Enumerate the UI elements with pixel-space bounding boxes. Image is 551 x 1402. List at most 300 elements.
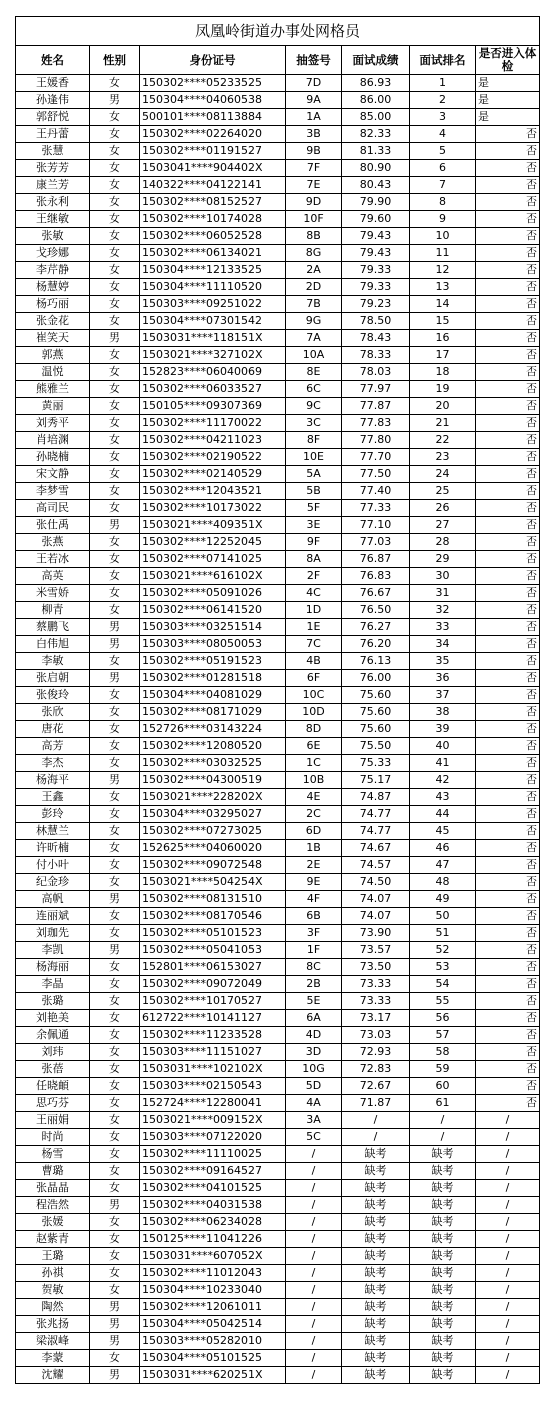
score-cell: 79.33	[342, 262, 410, 279]
rank-cell: 23	[410, 449, 476, 466]
gender-cell: 男	[90, 1197, 140, 1214]
id-number-cell: 150302****10170527	[140, 993, 286, 1010]
score-cell: 74.87	[342, 789, 410, 806]
gender-cell: 女	[90, 993, 140, 1010]
id-number-cell: 1503021****327102X	[140, 347, 286, 364]
medical-exam-cell: 否	[476, 483, 540, 500]
draw-number-cell: /	[286, 1248, 342, 1265]
gender-cell: 男	[90, 1299, 140, 1316]
id-number-cell: 152726****03143224	[140, 721, 286, 738]
medical-exam-cell: /	[476, 1350, 540, 1367]
medical-exam-cell: 否	[476, 585, 540, 602]
table-row	[16, 415, 540, 432]
score-cell: 80.90	[342, 160, 410, 177]
medical-exam-cell: 否	[476, 993, 540, 1010]
table-row	[16, 925, 540, 942]
id-number-cell: 1503021****409351X	[140, 517, 286, 534]
gender-cell: 男	[90, 1367, 140, 1384]
rank-cell: 15	[410, 313, 476, 330]
table-row	[16, 347, 540, 364]
score-cell: 缺考	[342, 1248, 410, 1265]
gender-cell: 女	[90, 1282, 140, 1299]
draw-number-cell: /	[286, 1163, 342, 1180]
rank-cell: 20	[410, 398, 476, 415]
gender-cell: 女	[90, 1044, 140, 1061]
rank-cell: 6	[410, 160, 476, 177]
gender-cell: 女	[90, 789, 140, 806]
medical-exam-cell: 否	[476, 806, 540, 823]
medical-exam-cell: 否	[476, 976, 540, 993]
id-number-cell: 150304****04081029	[140, 687, 286, 704]
medical-exam-cell: 否	[476, 942, 540, 959]
score-cell: 76.20	[342, 636, 410, 653]
gender-cell: 女	[90, 1078, 140, 1095]
rank-cell: 48	[410, 874, 476, 891]
draw-number-cell: 9C	[286, 398, 342, 415]
gender-cell: 女	[90, 534, 140, 551]
score-cell: 78.33	[342, 347, 410, 364]
score-cell: 76.87	[342, 551, 410, 568]
table-row	[16, 211, 540, 228]
score-cell: 缺考	[342, 1367, 410, 1384]
table-row	[16, 279, 540, 296]
rank-cell: 60	[410, 1078, 476, 1095]
medical-exam-cell: 否	[476, 143, 540, 160]
table-row	[16, 364, 540, 381]
table-row	[16, 1248, 540, 1265]
name-cell: 张蓓	[16, 1061, 90, 1078]
rank-cell: 12	[410, 262, 476, 279]
id-number-cell: 152801****06153027	[140, 959, 286, 976]
id-number-cell: 612722****10141127	[140, 1010, 286, 1027]
table-row	[16, 1214, 540, 1231]
table-row	[16, 874, 540, 891]
score-cell: 77.40	[342, 483, 410, 500]
id-number-cell: 150304****04060538	[140, 92, 286, 109]
draw-number-cell: 10D	[286, 704, 342, 721]
rank-cell: 4	[410, 126, 476, 143]
name-cell: 李杰	[16, 755, 90, 772]
score-cell: 73.33	[342, 993, 410, 1010]
name-cell: 高芳	[16, 738, 90, 755]
table-row	[16, 942, 540, 959]
score-cell: 缺考	[342, 1299, 410, 1316]
gender-cell: 女	[90, 1112, 140, 1129]
table-row	[16, 398, 540, 415]
draw-number-cell: 4B	[286, 653, 342, 670]
id-number-cell: 150304****11110520	[140, 279, 286, 296]
score-cell: 86.00	[342, 92, 410, 109]
table-row	[16, 908, 540, 925]
rank-cell: 56	[410, 1010, 476, 1027]
draw-number-cell: /	[286, 1282, 342, 1299]
medical-exam-cell: 是	[476, 109, 540, 126]
gender-cell: 女	[90, 75, 140, 92]
table-row	[16, 1180, 540, 1197]
draw-number-cell: 9F	[286, 534, 342, 551]
rank-cell: 42	[410, 772, 476, 789]
score-cell: 73.90	[342, 925, 410, 942]
table-row	[16, 262, 540, 279]
id-number-cell: 150125****11041226	[140, 1231, 286, 1248]
medical-exam-cell: 否	[476, 517, 540, 534]
name-cell: 肖培渊	[16, 432, 90, 449]
gender-cell: 女	[90, 551, 140, 568]
id-number-cell: 150302****09164527	[140, 1163, 286, 1180]
draw-number-cell: 10C	[286, 687, 342, 704]
id-number-cell: 150302****11170022	[140, 415, 286, 432]
score-cell: 77.50	[342, 466, 410, 483]
gender-cell: 女	[90, 313, 140, 330]
gender-cell: 女	[90, 1095, 140, 1112]
id-number-cell: 150302****01191527	[140, 143, 286, 160]
id-number-cell: 150302****01281518	[140, 670, 286, 687]
score-cell: 76.13	[342, 653, 410, 670]
table-row	[16, 891, 540, 908]
name-cell: 贺敏	[16, 1282, 90, 1299]
id-number-cell: 1503021****616102X	[140, 568, 286, 585]
table-row	[16, 534, 540, 551]
draw-number-cell: 9D	[286, 194, 342, 211]
name-cell: 熊雅兰	[16, 381, 90, 398]
score-cell: 74.07	[342, 908, 410, 925]
rank-cell: 5	[410, 143, 476, 160]
medical-exam-cell: 否	[476, 959, 540, 976]
draw-number-cell: 6D	[286, 823, 342, 840]
rank-cell: 缺考	[410, 1265, 476, 1282]
id-number-cell: 150304****05042514	[140, 1316, 286, 1333]
gender-cell: 女	[90, 908, 140, 925]
id-number-cell: 150303****05282010	[140, 1333, 286, 1350]
medical-exam-cell: 否	[476, 466, 540, 483]
medical-exam-cell: /	[476, 1248, 540, 1265]
id-number-cell: 150302****05041053	[140, 942, 286, 959]
table-row	[16, 160, 540, 177]
results-table	[15, 16, 540, 1384]
name-cell: 高帆	[16, 891, 90, 908]
id-number-cell: 150303****11151027	[140, 1044, 286, 1061]
table-row	[16, 636, 540, 653]
id-number-cell: 150302****07273025	[140, 823, 286, 840]
name-cell: 王若冰	[16, 551, 90, 568]
score-cell: 80.43	[342, 177, 410, 194]
name-cell: 张金花	[16, 313, 90, 330]
gender-cell: 女	[90, 840, 140, 857]
medical-exam-cell: 否	[476, 891, 540, 908]
gender-cell: 女	[90, 976, 140, 993]
id-number-cell: 150302****02264020	[140, 126, 286, 143]
medical-exam-cell: 否	[476, 670, 540, 687]
score-cell: 缺考	[342, 1180, 410, 1197]
draw-number-cell: 10F	[286, 211, 342, 228]
id-number-cell: 150302****06141520	[140, 602, 286, 619]
draw-number-cell: /	[286, 1231, 342, 1248]
score-cell: 75.17	[342, 772, 410, 789]
table-row	[16, 1163, 540, 1180]
rank-cell: 8	[410, 194, 476, 211]
draw-number-cell: 9E	[286, 874, 342, 891]
gender-cell: 女	[90, 585, 140, 602]
rank-cell: 52	[410, 942, 476, 959]
name-cell: 刘艳美	[16, 1010, 90, 1027]
rank-cell: 37	[410, 687, 476, 704]
medical-exam-cell: 否	[476, 534, 540, 551]
table-row	[16, 687, 540, 704]
gender-cell: 女	[90, 806, 140, 823]
medical-exam-cell: 否	[476, 857, 540, 874]
header-draw-number: 抽签号	[286, 46, 342, 75]
table-row	[16, 976, 540, 993]
id-number-cell: 150302****04031538	[140, 1197, 286, 1214]
score-cell: 缺考	[342, 1350, 410, 1367]
table-row	[16, 755, 540, 772]
medical-exam-cell: 否	[476, 551, 540, 568]
name-cell: 刘秀平	[16, 415, 90, 432]
name-cell: 时尚	[16, 1129, 90, 1146]
id-number-cell: 152625****04060020	[140, 840, 286, 857]
header-interview-rank: 面试排名	[410, 46, 476, 75]
name-cell: 张俊玲	[16, 687, 90, 704]
medical-exam-cell: 否	[476, 415, 540, 432]
score-cell: 74.57	[342, 857, 410, 874]
draw-number-cell: 7C	[286, 636, 342, 653]
gender-cell: 女	[90, 704, 140, 721]
medical-exam-cell: 否	[476, 211, 540, 228]
table-row	[16, 840, 540, 857]
rank-cell: 33	[410, 619, 476, 636]
name-cell: 崔笑天	[16, 330, 90, 347]
rank-cell: 缺考	[410, 1350, 476, 1367]
rank-cell: 17	[410, 347, 476, 364]
name-cell: 温悦	[16, 364, 90, 381]
gender-cell: 男	[90, 330, 140, 347]
score-cell: 72.67	[342, 1078, 410, 1095]
id-number-cell: 150302****02140529	[140, 466, 286, 483]
gender-cell: 女	[90, 1180, 140, 1197]
id-number-cell: 150302****09072049	[140, 976, 286, 993]
id-number-cell: 150302****06033527	[140, 381, 286, 398]
score-cell: 76.27	[342, 619, 410, 636]
score-cell: 75.60	[342, 687, 410, 704]
score-cell: 77.03	[342, 534, 410, 551]
medical-exam-cell: 否	[476, 500, 540, 517]
table-row	[16, 619, 540, 636]
score-cell: 79.43	[342, 245, 410, 262]
id-number-cell: 150302****04101525	[140, 1180, 286, 1197]
medical-exam-cell: 否	[476, 568, 540, 585]
name-cell: 沈耀	[16, 1367, 90, 1384]
draw-number-cell: /	[286, 1214, 342, 1231]
score-cell: 76.50	[342, 602, 410, 619]
medical-exam-cell: 否	[476, 704, 540, 721]
table-row	[16, 704, 540, 721]
rank-cell: 30	[410, 568, 476, 585]
draw-number-cell: 9A	[286, 92, 342, 109]
draw-number-cell: 4A	[286, 1095, 342, 1112]
rank-cell: 59	[410, 1061, 476, 1078]
medical-exam-cell: 否	[476, 908, 540, 925]
score-cell: 75.33	[342, 755, 410, 772]
rank-cell: 40	[410, 738, 476, 755]
name-cell: 张慧	[16, 143, 90, 160]
name-cell: 张欣	[16, 704, 90, 721]
gender-cell: 女	[90, 228, 140, 245]
rank-cell: 缺考	[410, 1163, 476, 1180]
draw-number-cell: 6A	[286, 1010, 342, 1027]
medical-exam-cell: 否	[476, 687, 540, 704]
medical-exam-cell: 否	[476, 925, 540, 942]
draw-number-cell: 1A	[286, 109, 342, 126]
score-cell: 73.50	[342, 959, 410, 976]
score-cell: 缺考	[342, 1197, 410, 1214]
draw-number-cell: /	[286, 1299, 342, 1316]
gender-cell: 女	[90, 126, 140, 143]
rank-cell: 缺考	[410, 1214, 476, 1231]
name-cell: 连丽斌	[16, 908, 90, 925]
name-cell: 孙祺	[16, 1265, 90, 1282]
draw-number-cell: 4C	[286, 585, 342, 602]
score-cell: 79.90	[342, 194, 410, 211]
score-cell: 缺考	[342, 1316, 410, 1333]
name-cell: 郭燕	[16, 347, 90, 364]
id-number-cell: 150304****07301542	[140, 313, 286, 330]
draw-number-cell: 2F	[286, 568, 342, 585]
name-cell: 王丹蕾	[16, 126, 90, 143]
score-cell: 76.83	[342, 568, 410, 585]
rank-cell: 24	[410, 466, 476, 483]
name-cell: 程浩然	[16, 1197, 90, 1214]
table-row	[16, 1112, 540, 1129]
header-gender: 性别	[90, 46, 140, 75]
header-interview-score: 面试成绩	[342, 46, 410, 75]
rank-cell: 55	[410, 993, 476, 1010]
score-cell: 74.67	[342, 840, 410, 857]
table-row	[16, 568, 540, 585]
draw-number-cell: 8B	[286, 228, 342, 245]
gender-cell: 女	[90, 857, 140, 874]
gender-cell: 女	[90, 160, 140, 177]
medical-exam-cell: /	[476, 1197, 540, 1214]
table-row	[16, 857, 540, 874]
id-number-cell: 150303****03251514	[140, 619, 286, 636]
score-cell: 85.00	[342, 109, 410, 126]
gender-cell: 女	[90, 1163, 140, 1180]
table-row	[16, 789, 540, 806]
name-cell: 王璐	[16, 1248, 90, 1265]
score-cell: 缺考	[342, 1214, 410, 1231]
table-row	[16, 993, 540, 1010]
table-row	[16, 772, 540, 789]
name-cell: 王鑫	[16, 789, 90, 806]
medical-exam-cell: 否	[476, 738, 540, 755]
name-cell: 纪金珍	[16, 874, 90, 891]
draw-number-cell: 5F	[286, 500, 342, 517]
score-cell: 74.07	[342, 891, 410, 908]
gender-cell: 女	[90, 755, 140, 772]
draw-number-cell: 9B	[286, 143, 342, 160]
rank-cell: 19	[410, 381, 476, 398]
rank-cell: 26	[410, 500, 476, 517]
medical-exam-cell: /	[476, 1367, 540, 1384]
name-cell: 郭舒悦	[16, 109, 90, 126]
medical-exam-cell: /	[476, 1180, 540, 1197]
score-cell: 缺考	[342, 1265, 410, 1282]
score-cell: 缺考	[342, 1231, 410, 1248]
name-cell: 李凯	[16, 942, 90, 959]
rank-cell: 39	[410, 721, 476, 738]
table-body	[16, 75, 540, 1384]
id-number-cell: 150302****08170546	[140, 908, 286, 925]
medical-exam-cell: 否	[476, 840, 540, 857]
table-row	[16, 143, 540, 160]
gender-cell: 男	[90, 619, 140, 636]
draw-number-cell: 6B	[286, 908, 342, 925]
rank-cell: 缺考	[410, 1367, 476, 1384]
score-cell: 74.77	[342, 823, 410, 840]
draw-number-cell: 7D	[286, 75, 342, 92]
gender-cell: 女	[90, 1214, 140, 1231]
rank-cell: 缺考	[410, 1146, 476, 1163]
rank-cell: 44	[410, 806, 476, 823]
gender-cell: 女	[90, 925, 140, 942]
name-cell: 余佩通	[16, 1027, 90, 1044]
gender-cell: 女	[90, 1010, 140, 1027]
gender-cell: 女	[90, 381, 140, 398]
score-cell: 78.03	[342, 364, 410, 381]
score-cell: 缺考	[342, 1282, 410, 1299]
name-cell: 孙逢伟	[16, 92, 90, 109]
table-row	[16, 432, 540, 449]
medical-exam-cell: /	[476, 1265, 540, 1282]
gender-cell: 男	[90, 891, 140, 908]
rank-cell: 31	[410, 585, 476, 602]
id-number-cell: 152724****12280041	[140, 1095, 286, 1112]
gender-cell: 男	[90, 1333, 140, 1350]
table-row	[16, 109, 540, 126]
draw-number-cell: 3B	[286, 126, 342, 143]
draw-number-cell: /	[286, 1265, 342, 1282]
score-cell: 73.17	[342, 1010, 410, 1027]
medical-exam-cell: 否	[476, 398, 540, 415]
name-cell: 杨海丽	[16, 959, 90, 976]
id-number-cell: 150302****04300519	[140, 772, 286, 789]
name-cell: 张媛	[16, 1214, 90, 1231]
table-row	[16, 75, 540, 92]
draw-number-cell: /	[286, 1146, 342, 1163]
rank-cell: 缺考	[410, 1333, 476, 1350]
rank-cell: 缺考	[410, 1282, 476, 1299]
name-cell: 高司民	[16, 500, 90, 517]
medical-exam-cell: 否	[476, 602, 540, 619]
table-row	[16, 483, 540, 500]
rank-cell: 27	[410, 517, 476, 534]
gender-cell: 女	[90, 1061, 140, 1078]
draw-number-cell: 1D	[286, 602, 342, 619]
score-cell: 71.87	[342, 1095, 410, 1112]
gender-cell: 女	[90, 1027, 140, 1044]
draw-number-cell: 7F	[286, 160, 342, 177]
id-number-cell: 150302****08171029	[140, 704, 286, 721]
draw-number-cell: /	[286, 1316, 342, 1333]
id-number-cell: 152823****06040069	[140, 364, 286, 381]
id-number-cell: 1503031****620251X	[140, 1367, 286, 1384]
table-row	[16, 245, 540, 262]
name-cell: 张敏	[16, 228, 90, 245]
score-cell: 82.33	[342, 126, 410, 143]
gender-cell: 女	[90, 721, 140, 738]
rank-cell: 缺考	[410, 1180, 476, 1197]
score-cell: 75.60	[342, 721, 410, 738]
